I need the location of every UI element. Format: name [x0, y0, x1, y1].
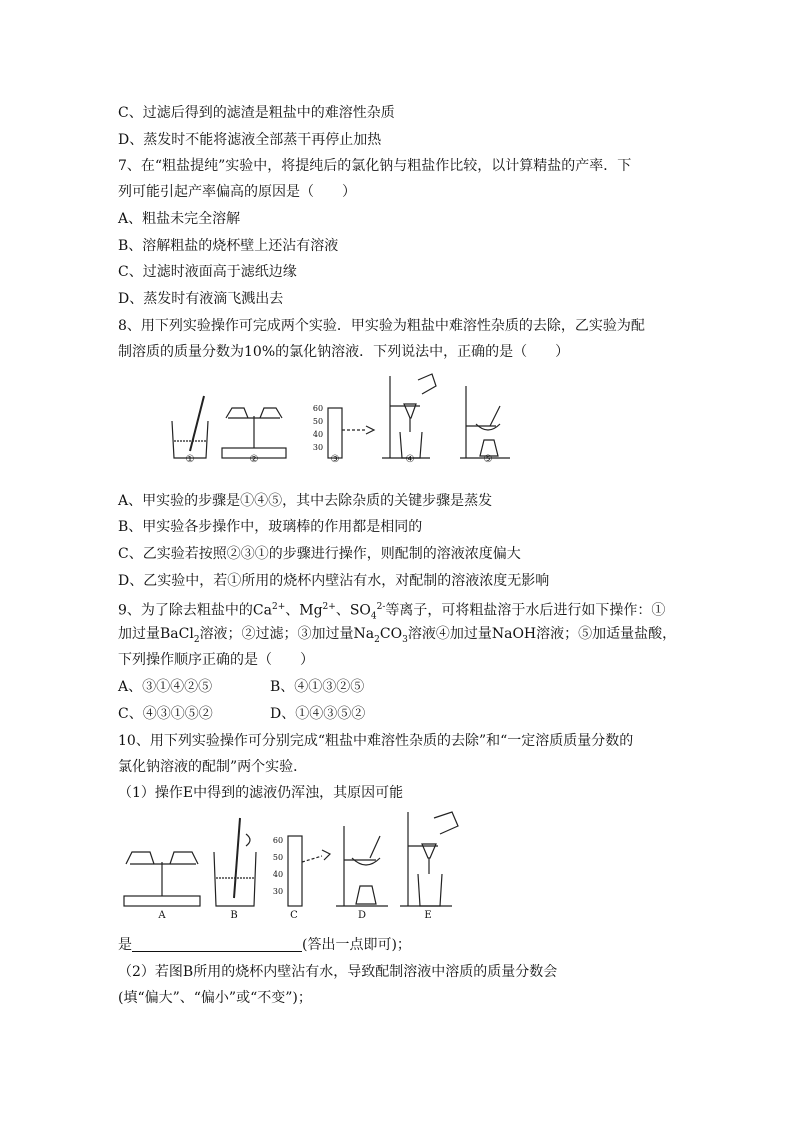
figure-q10-tick-40: 40	[272, 870, 284, 879]
question-7-option-a: A、粗盐未完全溶解	[118, 211, 241, 227]
answer-blank[interactable]	[132, 937, 302, 952]
question-8-option-c: C、乙实验若按照②③①的步骤进行操作，则配制的溶液浓度偏大	[118, 546, 521, 562]
figure-q8-drawing	[160, 366, 520, 466]
q9-text-2: 、Mg	[285, 602, 323, 619]
figure-q8-label-5: ⑤	[483, 454, 493, 465]
figure-q10	[118, 806, 478, 926]
question-10-stem: 10、用下列实验操作可分别完成“粗盐中难溶性杂质的去除”和“一定溶质质量分数的	[118, 733, 634, 749]
question-10-part-1: （1）操作E中得到的滤液仍浑浊，其原因可能	[118, 785, 404, 801]
q9-text-4: 等离子，可将粗盐溶于水后进行如下操作：①	[385, 602, 666, 619]
q9-l2-sub-3: 3	[402, 634, 408, 645]
question-9-stem-end: 下列操作顺序正确的是（ ）	[118, 652, 314, 668]
figure-q10-tick-50: 50	[272, 853, 284, 862]
question-10-stem-cont: 氯化钠溶液的配制”两个实验．	[118, 759, 308, 775]
q9-l2-text-2: 溶液；②过滤；③加过量Na	[199, 626, 375, 642]
question-9-option-b: B、④①③②⑤	[270, 679, 365, 695]
answer-suffix: (答出一点即可)；	[302, 937, 411, 953]
question-7-option-b: B、溶解粗盐的烧杯壁上还沾有溶液	[118, 238, 339, 254]
question-8-stem: 8、用下列实验操作可完成两个实验．甲实验为粗盐中难溶性杂质的去除，乙实验为配	[118, 318, 645, 334]
question-8-option-d: D、乙实验中，若①所用的烧杯内壁沾有水，对配制的溶液浓度无影响	[118, 573, 550, 589]
answer-prefix: 是	[118, 937, 132, 953]
option-d-prev: D、蒸发时不能将滤液全部蒸干再停止加热	[118, 132, 382, 148]
q9-l2-text-1: 加过量BaCl	[118, 626, 194, 642]
question-7-option-c: C、过滤时液面高于滤纸边缘	[118, 264, 297, 280]
figure-q8-label-1: ①	[185, 454, 195, 465]
question-8-option-b: B、甲实验各步操作中，玻璃棒的作用都是相同的	[118, 519, 423, 535]
q9-l2-sub-1: 2	[193, 634, 200, 645]
figure-q10-tick-60: 60	[272, 836, 284, 845]
figure-q8-tick-40: 40	[312, 430, 324, 439]
question-9-stem-cont	[118, 625, 676, 649]
question-9-stem	[118, 598, 665, 625]
figure-q10-label-e: E	[424, 910, 432, 921]
question-7-stem-cont: 列可能引起产率偏高的原因是（ ）	[118, 184, 356, 200]
figure-q10-drawing	[118, 806, 478, 926]
q9-text-1: 9、为了除去粗盐中的Ca	[118, 602, 272, 619]
question-8-stem-cont: 制溶质的质量分数为10%的氯化钠溶液．下列说法中，正确的是（ ）	[118, 344, 570, 360]
question-9-option-a: A、③①④②⑤	[118, 679, 213, 695]
figure-q10-label-b: B	[230, 910, 238, 921]
figure-q8-tick-30: 30	[312, 443, 324, 452]
question-7-stem: 7、在“粗盐提纯”实验中，将提纯后的氯化钠与粗盐作比较，以计算精盐的产率．下	[118, 158, 632, 174]
question-8-option-a: A、甲实验的步骤是①④⑤，其中去除杂质的关键步骤是蒸发	[118, 493, 493, 509]
question-10-part-2: （2）若图B所用的烧杯内壁沾有水，导致配制溶液中溶质的质量分数会	[118, 964, 558, 980]
figure-q8-tick-50: 50	[312, 417, 324, 426]
figure-q8-label-2: ②	[249, 454, 259, 465]
figure-q8	[160, 366, 520, 466]
figure-q10-label-a: A	[158, 910, 166, 921]
q9-sup-1: 2+	[271, 602, 286, 612]
q9-l2-text-3: CO	[379, 626, 403, 642]
figure-q10-label-d: D	[357, 910, 367, 921]
q9-l2-sub-2: 2	[374, 634, 380, 645]
figure-q10-tick-30: 30	[272, 887, 284, 896]
figure-q8-tick-60: 60	[312, 404, 324, 413]
question-10-part-1-answer	[118, 936, 411, 954]
figure-q8-label-3: ③	[330, 454, 340, 465]
q9-sup-3: 2-	[376, 602, 386, 612]
question-7-option-d: D、蒸发时有液滴飞溅出去	[118, 291, 284, 307]
q9-text-3: 、SO	[335, 602, 371, 619]
q9-l2-text-4: 溶液④加过量NaOH溶液；⑤加适量盐酸，	[407, 626, 677, 642]
question-9-option-d: D、①④③⑤②	[270, 706, 366, 722]
figure-q8-label-4: ④	[405, 454, 415, 465]
question-10-part-2-cont: (填“偏大”、“偏小”或“不变”)；	[118, 990, 312, 1006]
option-c-prev: C、过滤后得到的滤渣是粗盐中的难溶性杂质	[118, 105, 395, 121]
figure-q10-label-c: C	[290, 910, 298, 921]
q9-sup-2: 2+	[322, 602, 336, 612]
q9-sub-3: 4	[370, 611, 377, 622]
question-9-option-c: C、④③①⑤②	[118, 706, 213, 722]
